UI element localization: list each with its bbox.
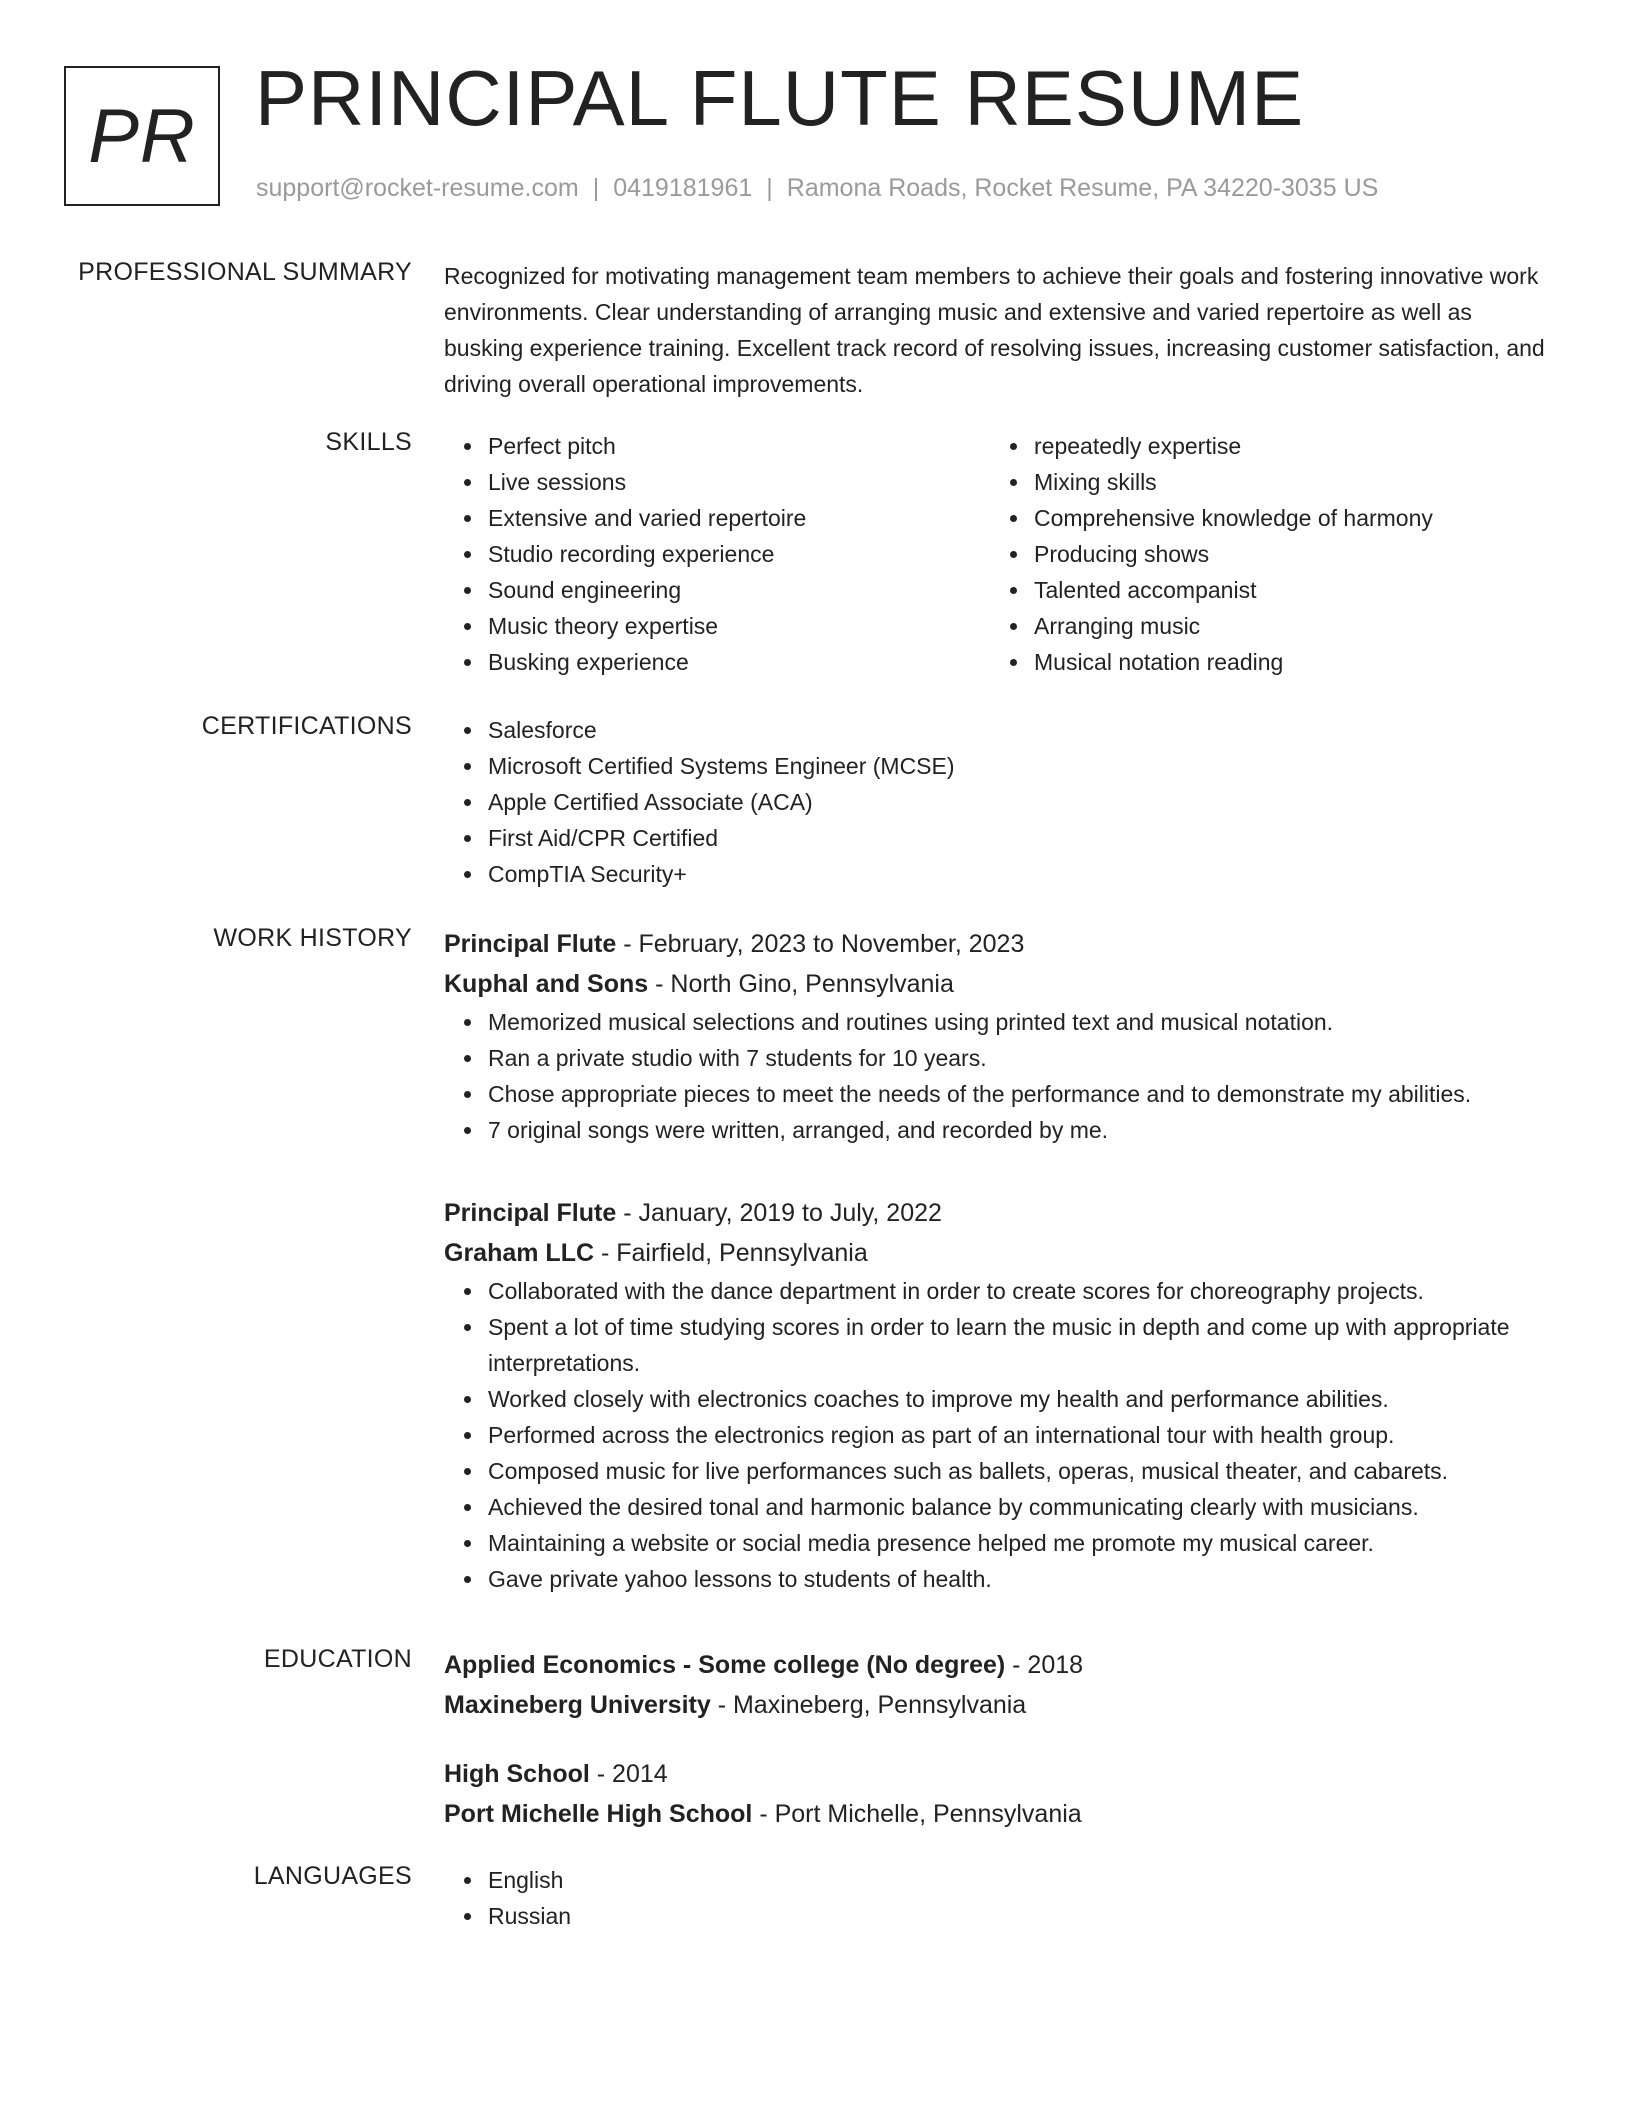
job-bullet: Collaborated with the dance department in order to create scores for choreography projects.: [488, 1273, 1554, 1309]
resume-title: PRINCIPAL FLUTE RESUME: [255, 54, 1305, 142]
contact-address: Ramona Roads, Rocket Resume, PA 34220-3035 US: [786, 174, 1379, 202]
job-bullet: 7 original songs were written, arranged, and recorded by me.: [488, 1112, 1554, 1148]
contact-email: support@rocket-resume.com: [256, 174, 579, 202]
summary-text: Recognized for motivating management team members to achieve their goals and fostering innovative work environments. Clear understanding of arranging music and extensive and varied repertoire as well as busking experience training. Excellent track record of resolving issues, increasing customer satisfaction, and driving overall operational improvements.: [444, 263, 1545, 397]
job-bullet: Gave private yahoo lessons to students of health.: [488, 1561, 1554, 1597]
job-bullet: Performed across the electronics region as part of an international tour with health group.: [488, 1417, 1554, 1453]
skills-list-right: [990, 428, 1536, 680]
section-label-education: EDUCATION: [263, 1645, 412, 1673]
skills-body: [444, 428, 1554, 680]
job-title-line: [444, 1193, 1554, 1233]
education-year: - 2018: [1005, 1651, 1084, 1679]
skill-item: Arranging music: [1034, 608, 1536, 644]
job-company: Kuphal and Sons: [444, 970, 649, 998]
section-label-languages: LANGUAGES: [253, 1862, 412, 1890]
skill-item: Musical notation reading: [1034, 644, 1536, 680]
education-location: - Maxineberg, Pennsylvania: [710, 1691, 1027, 1719]
work-body-2: [444, 1193, 1554, 1597]
language-item: Russian: [488, 1898, 1554, 1934]
section-label-certifications: CERTIFICATIONS: [201, 712, 412, 740]
job-bullet: Chose appropriate pieces to meet the needs of the performance and to demonstrate my abilities.: [488, 1076, 1554, 1112]
languages-list: [444, 1862, 1554, 1934]
skill-item: Sound engineering: [488, 572, 990, 608]
section-label-summary: PROFESSIONAL SUMMARY: [78, 258, 412, 286]
skill-item: Live sessions: [488, 464, 990, 500]
job-dates: - January, 2019 to July, 2022: [616, 1199, 942, 1227]
contact-line: [256, 174, 1378, 203]
skill-item: Talented accompanist: [1034, 572, 1536, 608]
skills-list-left: [444, 428, 990, 680]
job-title: Principal Flute: [444, 930, 617, 958]
job-bullet: Worked closely with electronics coaches to improve my health and performance abilities.: [488, 1381, 1554, 1417]
education-degree: High School: [444, 1760, 590, 1788]
job-bullet: Spent a lot of time studying scores in order to learn the music in depth and come up with appropriate interpretations.: [488, 1309, 1554, 1381]
contact-separator: |: [766, 174, 773, 202]
job-bullet: Composed music for live performances such as ballets, operas, musical theater, and cabarets.: [488, 1453, 1554, 1489]
certification-item: CompTIA Security+: [488, 856, 1554, 892]
skills-column-left: [444, 428, 990, 680]
job-dates: - February, 2023 to November, 2023: [616, 930, 1025, 958]
skill-item: repeatedly expertise: [1034, 428, 1536, 464]
skills-column-right: [990, 428, 1536, 680]
job-entry: [444, 924, 1554, 1148]
job-location: - North Gino, Pennsylvania: [648, 970, 954, 998]
languages-body: [444, 1862, 1554, 1934]
job-bullet: Maintaining a website or social media presence helped me promote my musical career.: [488, 1525, 1554, 1561]
section-label-skills: SKILLS: [325, 428, 412, 456]
skill-item: Perfect pitch: [488, 428, 990, 464]
job-location: - Fairfield, Pennsylvania: [594, 1239, 868, 1267]
job-bullets: [444, 1273, 1554, 1597]
skill-item: Extensive and varied repertoire: [488, 500, 990, 536]
certification-item: Salesforce: [488, 712, 1554, 748]
summary-body: [444, 258, 1554, 402]
job-title-line: [444, 924, 1554, 964]
monogram-badge: PR: [64, 66, 220, 206]
education-school: Port Michelle High School: [444, 1800, 753, 1828]
job-entry: [444, 1193, 1554, 1597]
education-school-line: [444, 1685, 1554, 1725]
work-body: [444, 924, 1554, 1148]
job-bullet: Ran a private studio with 7 students for 10 years.: [488, 1040, 1554, 1076]
skill-item: Music theory expertise: [488, 608, 990, 644]
language-item: English: [488, 1862, 1554, 1898]
education-body: [444, 1645, 1554, 1725]
certifications-list: [444, 712, 1554, 892]
contact-separator: |: [592, 174, 600, 202]
education-degree: Applied Economics - Some college (No degree): [444, 1651, 1006, 1679]
education-location: - Port Michelle, Pennsylvania: [752, 1800, 1082, 1828]
education-degree-line: [444, 1754, 1554, 1794]
skill-item: Mixing skills: [1034, 464, 1536, 500]
education-degree-line: [444, 1645, 1554, 1685]
certification-item: Apple Certified Associate (ACA): [488, 784, 1554, 820]
job-bullet: Achieved the desired tonal and harmonic balance by communicating clearly with musicians.: [488, 1489, 1554, 1525]
certifications-body: [444, 712, 1554, 892]
contact-phone: 0419181961: [613, 174, 753, 202]
certification-item: Microsoft Certified Systems Engineer (MCSE): [488, 748, 1554, 784]
skill-item: Studio recording experience: [488, 536, 990, 572]
certification-item: First Aid/CPR Certified: [488, 820, 1554, 856]
job-bullets: [444, 1004, 1554, 1148]
job-title: Principal Flute: [444, 1199, 617, 1227]
job-company-line: [444, 964, 1554, 1004]
skill-item: Producing shows: [1034, 536, 1536, 572]
job-bullet: Memorized musical selections and routines using printed text and musical notation.: [488, 1004, 1554, 1040]
education-school-line: [444, 1794, 1554, 1834]
education-school: Maxineberg University: [444, 1691, 711, 1719]
section-label-work: WORK HISTORY: [213, 924, 412, 952]
education-year: - 2014: [589, 1760, 668, 1788]
skill-item: Busking experience: [488, 644, 990, 680]
job-company: Graham LLC: [444, 1239, 595, 1267]
education-body-2: [444, 1754, 1554, 1834]
skill-item: Comprehensive knowledge of harmony: [1034, 500, 1536, 536]
job-company-line: [444, 1233, 1554, 1273]
